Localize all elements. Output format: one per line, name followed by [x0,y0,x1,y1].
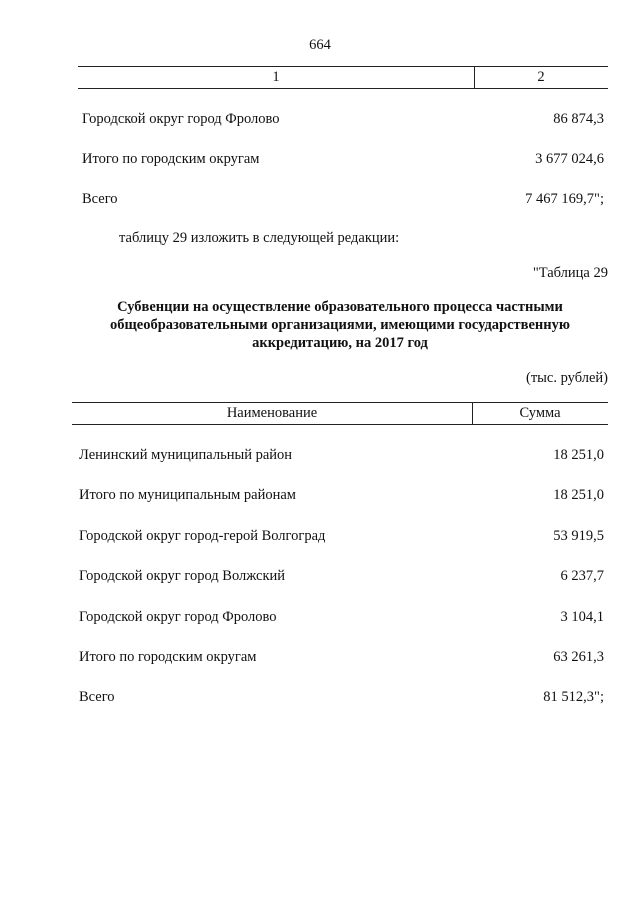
units-label: (тыс. рублей) [526,370,608,386]
table1-header-bottom-rule [78,88,608,89]
table-row-value: 3 677 024,6 [535,151,604,167]
table-row-name: Ленинский муниципальный район [79,447,293,463]
table-title-line-1: Субвенции на осуществление образовательного процесса частными [117,299,563,315]
table-row-name: Всего [82,191,118,207]
table-label: "Таблица 29 [532,265,608,281]
table-row-value: 53 919,5 [553,528,604,544]
table-row-name: Городской округ город Волжский [79,568,286,584]
table-row-name: Городской округ город Фролово [82,111,280,127]
table1-header-col1: 1 [272,69,280,85]
table-row-value: 86 874,3 [553,111,604,127]
table-row-name: Городской округ город-герой Волгоград [79,528,326,544]
table-row-name: Всего [79,689,115,705]
table2-header-sum: Сумма [519,405,561,421]
table-row-value: 7 467 169,7"; [525,191,604,207]
table1-header-top-rule [78,66,608,67]
table-row-value: 6 237,7 [560,568,604,584]
table-row-value: 3 104,1 [560,609,604,625]
table2-header-bottom-rule [72,424,608,425]
table-row-value: 81 512,3"; [543,689,604,705]
table-row-value: 18 251,0 [553,447,604,463]
table-row-name: Городской округ город Фролово [79,609,277,625]
table2-header-top-rule [72,402,608,403]
table2-header-name: Наименование [226,405,318,421]
table-row-name: Итого по муниципальным районам [79,487,296,503]
table-title-line-3: аккредитацию, на 2017 год [252,335,428,351]
page-number: 664 [309,37,331,53]
table-row-name: Итого по городским округам [79,649,257,665]
table-row-value: 18 251,0 [553,487,604,503]
table-row-value: 63 261,3 [553,649,604,665]
instruction-text: таблицу 29 изложить в следующей редакции: [119,230,400,246]
table-title-line-2: общеобразовательными организациями, имеющими государственную [110,317,570,333]
table1-header-col2: 2 [537,69,545,85]
table-row-name: Итого по городским округам [82,151,260,167]
